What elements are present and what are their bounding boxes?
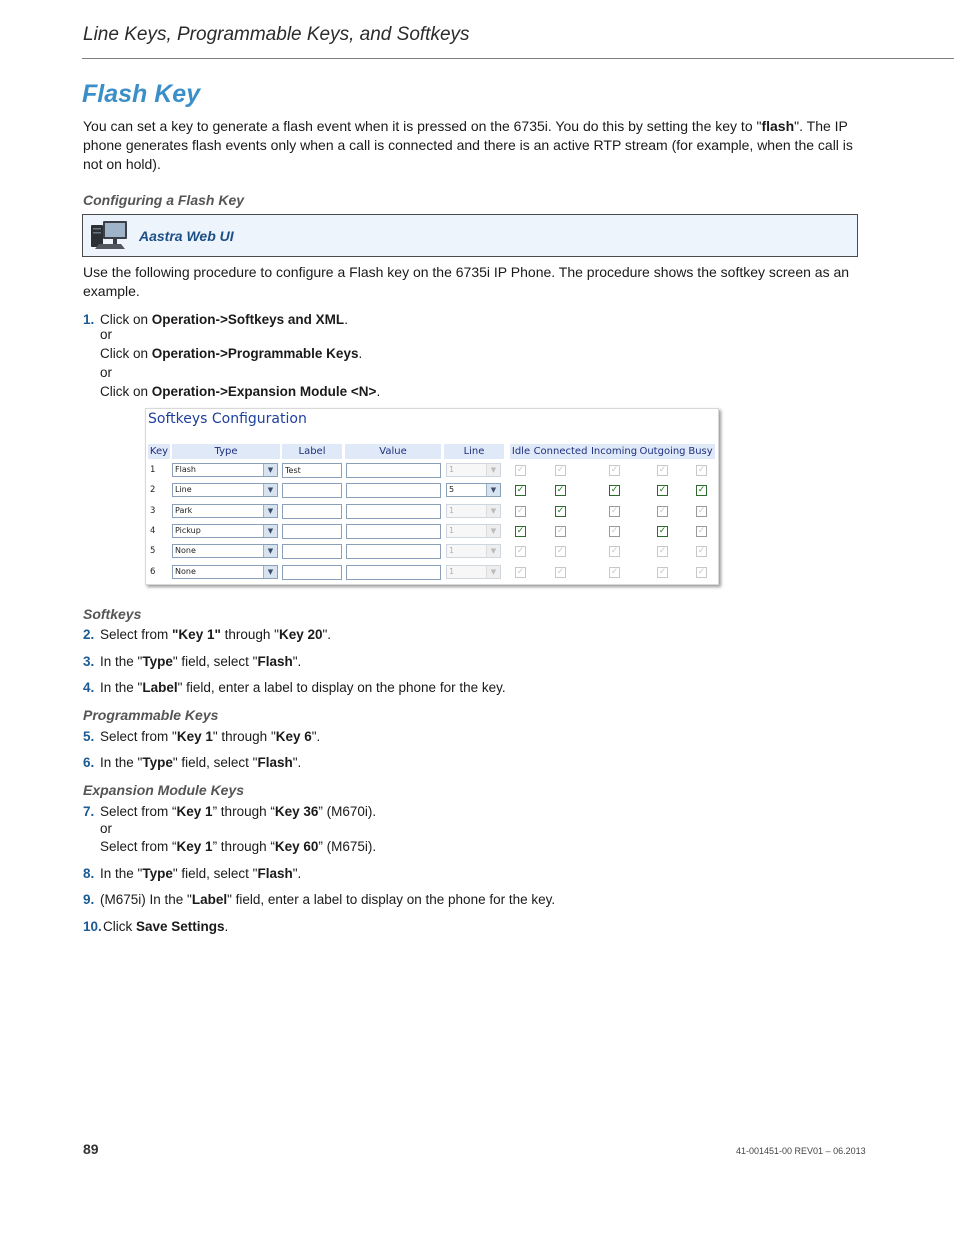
- checkbox-connected: ✓: [556, 546, 565, 557]
- chevron-down-icon: ▼: [263, 525, 277, 537]
- label-input[interactable]: [282, 483, 342, 498]
- chevron-down-icon: ▼: [263, 505, 277, 517]
- type-select-value: Flash: [175, 465, 196, 474]
- type-select[interactable]: [172, 544, 278, 558]
- type-select[interactable]: [172, 524, 278, 538]
- step-9-b1: Label: [191, 892, 228, 907]
- chevron-down-icon: ▼: [263, 484, 277, 496]
- step-2-c: through ": [220, 627, 279, 642]
- step-5-b1: Key 1: [176, 729, 213, 744]
- label-input[interactable]: [282, 565, 342, 580]
- step-5-text: [100, 729, 320, 744]
- step-8-text: [100, 866, 301, 881]
- step-5-a: Select from ": [100, 729, 177, 744]
- value-input[interactable]: [346, 463, 441, 478]
- checkbox-outgoing[interactable]: ✓: [658, 525, 667, 536]
- step-3-a: In the ": [100, 654, 143, 669]
- value-input[interactable]: [346, 524, 441, 539]
- step-5-number: 5.: [83, 729, 95, 744]
- row-key-number: 3: [150, 505, 156, 516]
- column-header-key: Key: [149, 446, 169, 457]
- checkbox-outgoing[interactable]: ✓: [658, 505, 667, 516]
- section-softkeys: Softkeys: [83, 606, 142, 622]
- step-3-b1: Type: [142, 654, 173, 669]
- column-header-busy: Busy: [686, 444, 715, 459]
- step-9-number: 9.: [83, 892, 95, 907]
- label-input[interactable]: [282, 524, 342, 539]
- row-key-number: 6: [150, 566, 156, 577]
- step-5-b2: Key 6: [275, 729, 312, 744]
- type-select-value: Park: [175, 505, 193, 515]
- step-8-c: " field, select ": [172, 866, 258, 881]
- softkeys-screen-title: Softkeys Configuration: [148, 411, 307, 427]
- row-key-number: 4: [150, 525, 156, 536]
- step-1-or-1: or: [100, 327, 113, 342]
- type-select[interactable]: [172, 565, 278, 579]
- menu-path-programmable: Operation->Programmable Keys: [151, 346, 359, 361]
- step-10-a: Click: [103, 919, 136, 934]
- click-on-text: Click on: [100, 384, 152, 399]
- line-select-value: 1: [449, 505, 455, 515]
- step-6-text: [100, 755, 301, 770]
- checkbox-busy[interactable]: ✓: [697, 505, 706, 516]
- checkbox-idle[interactable]: ✓: [516, 525, 525, 536]
- step-10-text: [103, 919, 228, 934]
- step-2-b1: "Key 1": [172, 627, 221, 642]
- line-select-value: 5: [449, 485, 455, 495]
- step-8-a: In the ": [100, 866, 143, 881]
- step-7-d2: ” (M675i).: [318, 839, 377, 854]
- line-select: [446, 524, 501, 538]
- value-input[interactable]: [346, 504, 441, 519]
- intro-part1: You can set a key to generate a flash event when it is pressed on the 6735i. You do this by setting the key to ": [83, 118, 762, 134]
- checkbox-connected[interactable]: ✓: [556, 485, 565, 496]
- row-key-number: 2: [150, 485, 156, 496]
- value-input[interactable]: [346, 565, 441, 580]
- column-header-label: Label: [282, 444, 342, 459]
- step-1-or-2: or: [100, 365, 113, 380]
- step-4-b1: Label: [142, 680, 178, 695]
- chevron-down-icon: ▼: [486, 545, 500, 557]
- chevron-down-icon: ▼: [486, 566, 500, 578]
- menu-path-softkeys: Operation->Softkeys and XML: [151, 312, 345, 327]
- step-7-text-2: [100, 839, 376, 854]
- row-key-number: 1: [150, 465, 156, 475]
- step-6-a: In the ": [100, 755, 143, 770]
- step-9-a: (M675i) In the ": [100, 892, 192, 907]
- save-settings-label: Save Settings: [136, 919, 225, 934]
- checkbox-idle[interactable]: ✓: [516, 485, 525, 496]
- step-9-c: " field, enter a label to display on the phone for the key.: [227, 892, 556, 907]
- chevron-down-icon: ▼: [263, 464, 277, 476]
- value-input[interactable]: [346, 483, 441, 498]
- chevron-down-icon: ▼: [263, 566, 277, 578]
- step-3-number: 3.: [83, 654, 95, 669]
- checkbox-outgoing: ✓: [658, 546, 667, 557]
- step-7-b2: Key 36: [274, 804, 319, 819]
- line-select-value: 1: [449, 566, 455, 576]
- checkbox-idle: ✓: [516, 566, 525, 577]
- checkbox-outgoing[interactable]: ✓: [658, 485, 667, 496]
- checkbox-connected[interactable]: ✓: [556, 505, 565, 516]
- step-3-text: [100, 654, 301, 669]
- step-7-b3: Key 1: [176, 839, 213, 854]
- type-select[interactable]: [172, 483, 278, 497]
- label-input[interactable]: Test: [282, 463, 342, 478]
- step-9-text: [100, 892, 555, 907]
- softkeys-configuration-screenshot: [145, 408, 719, 585]
- running-header: Line Keys, Programmable Keys, and Softkeys: [83, 24, 470, 45]
- step-3-c: " field, select ": [172, 654, 258, 669]
- step-7-text: [100, 804, 376, 819]
- checkbox-busy: ✓: [697, 465, 706, 475]
- line-select[interactable]: [446, 483, 501, 497]
- line-select-value: 1: [449, 465, 455, 474]
- value-input[interactable]: [346, 544, 441, 559]
- step-1-number: 1.: [83, 312, 95, 327]
- chevron-down-icon: ▼: [486, 484, 500, 496]
- checkbox-busy[interactable]: ✓: [697, 525, 706, 536]
- page-title: Flash Key: [82, 80, 201, 108]
- step-6-number: 6.: [83, 755, 95, 770]
- step-5-c: " through ": [212, 729, 276, 744]
- step-8-b2: Flash: [257, 866, 293, 881]
- period: .: [376, 384, 381, 399]
- checkbox-idle[interactable]: ✓: [516, 505, 525, 516]
- section-expansion: Expansion Module Keys: [83, 782, 245, 798]
- type-select-value: Line: [175, 485, 192, 495]
- step-4-number: 4.: [83, 680, 95, 695]
- type-select[interactable]: [172, 504, 278, 518]
- step-7-a: Select from “: [100, 804, 177, 819]
- section-configuring: Configuring a Flash Key: [83, 192, 245, 208]
- step-4-text: [100, 680, 506, 695]
- step-7-or: or: [100, 821, 113, 836]
- column-header-incoming: Incoming: [590, 446, 638, 457]
- step-3-b2: Flash: [257, 654, 293, 669]
- checkbox-idle: ✓: [516, 465, 525, 475]
- checkbox-connected[interactable]: ✓: [556, 525, 565, 536]
- computer-icon: [89, 219, 129, 253]
- intro-bold: flash: [761, 118, 795, 134]
- step-4-a: In the ": [100, 680, 143, 695]
- step-8-b1: Type: [142, 866, 173, 881]
- click-on-text: Click on: [100, 346, 152, 361]
- step-6-c: " field, select ": [172, 755, 258, 770]
- page-number: 89: [83, 1141, 99, 1157]
- column-header-connected: Connected: [533, 446, 588, 457]
- step-4-c: " field, enter a label to display on the phone for the key.: [177, 680, 506, 695]
- checkbox-incoming: ✓: [610, 465, 619, 475]
- row-key-number: 5: [150, 546, 156, 557]
- checkbox-outgoing: ✓: [658, 465, 667, 475]
- step-8-d: ".: [292, 866, 302, 881]
- step-6-d: ".: [292, 755, 302, 770]
- step-7-number: 7.: [83, 804, 95, 819]
- period: .: [358, 346, 363, 361]
- checkbox-busy[interactable]: ✓: [697, 485, 706, 496]
- step-8-number: 8.: [83, 866, 95, 881]
- step-2-d: ".: [322, 627, 332, 642]
- step-3-d: ".: [292, 654, 302, 669]
- header-rule: [82, 58, 954, 59]
- type-select[interactable]: [172, 463, 278, 477]
- column-header-value: Value: [345, 444, 441, 459]
- intro-part2: ". The IP phone generates flash events only when a call is connected and there is an active RTP stream (for example, when the call is not on hold).: [83, 118, 853, 172]
- line-select: [446, 504, 501, 518]
- step-10-c: .: [224, 919, 229, 934]
- line-select-value: 1: [449, 525, 455, 535]
- column-header-outgoing: Outgoing: [639, 446, 686, 457]
- checkbox-outgoing: ✓: [658, 566, 667, 577]
- checkbox-busy: ✓: [697, 546, 706, 557]
- intro-paragraph: [83, 117, 858, 174]
- checkbox-connected: ✓: [556, 465, 565, 475]
- chevron-down-icon: ▼: [486, 464, 500, 476]
- procedure-intro: Use the following procedure to configure a Flash key on the 6735i IP Phone. The procedure shows the softkey screen as an example.: [83, 264, 850, 299]
- callout-label: Aastra Web UI: [139, 228, 234, 244]
- step-2-a: Select from: [100, 627, 173, 642]
- checkbox-incoming[interactable]: ✓: [610, 505, 619, 516]
- type-select-value: None: [175, 546, 196, 556]
- step-6-b2: Flash: [257, 755, 293, 770]
- column-header-idle: Idle: [511, 446, 531, 457]
- step-5-d: ".: [311, 729, 321, 744]
- step-7-b1: Key 1: [176, 804, 213, 819]
- checkbox-incoming[interactable]: ✓: [610, 525, 619, 536]
- type-select-value: Pickup: [175, 525, 201, 535]
- checkbox-incoming: ✓: [610, 566, 619, 577]
- step-7-d: ” (M670i).: [318, 804, 377, 819]
- checkbox-incoming[interactable]: ✓: [610, 485, 619, 496]
- chevron-down-icon: ▼: [263, 545, 277, 557]
- step-7-c2: ” through “: [212, 839, 275, 854]
- type-select-value: None: [175, 566, 196, 576]
- label-input[interactable]: [282, 544, 342, 559]
- chevron-down-icon: ▼: [486, 525, 500, 537]
- step-1-line-2: [100, 346, 362, 361]
- step-10-number: 10.: [83, 919, 102, 934]
- checkbox-incoming: ✓: [610, 546, 619, 557]
- step-7-a2: Select from “: [100, 839, 177, 854]
- checkbox-busy: ✓: [697, 566, 706, 577]
- step-2-number: 2.: [83, 627, 95, 642]
- line-select: [446, 463, 501, 477]
- checkbox-idle: ✓: [516, 546, 525, 557]
- step-1-line-1: [100, 312, 348, 327]
- period: .: [344, 312, 348, 327]
- step-2-b2: Key 20: [278, 627, 323, 642]
- step-1-line-3: [100, 384, 380, 399]
- step-2-text: [100, 627, 331, 642]
- chevron-down-icon: ▼: [486, 505, 500, 517]
- line-select: [446, 544, 501, 558]
- checkbox-connected: ✓: [556, 566, 565, 577]
- line-select-value: 1: [449, 546, 455, 556]
- column-header-line: Line: [444, 444, 504, 459]
- step-7-b4: Key 60: [274, 839, 319, 854]
- step-7-c: ” through “: [212, 804, 275, 819]
- document-id: 41-001451-00 REV01 – 06.2013: [736, 1146, 866, 1156]
- web-ui-callout: [82, 214, 858, 257]
- click-on-text: Click on: [100, 312, 152, 327]
- step-6-b1: Type: [142, 755, 173, 770]
- label-input[interactable]: [282, 504, 342, 519]
- line-select: [446, 565, 501, 579]
- column-header-type: Type: [172, 444, 280, 459]
- menu-path-expansion: Operation->Expansion Module <N>: [151, 384, 377, 399]
- section-programmable: Programmable Keys: [83, 707, 219, 723]
